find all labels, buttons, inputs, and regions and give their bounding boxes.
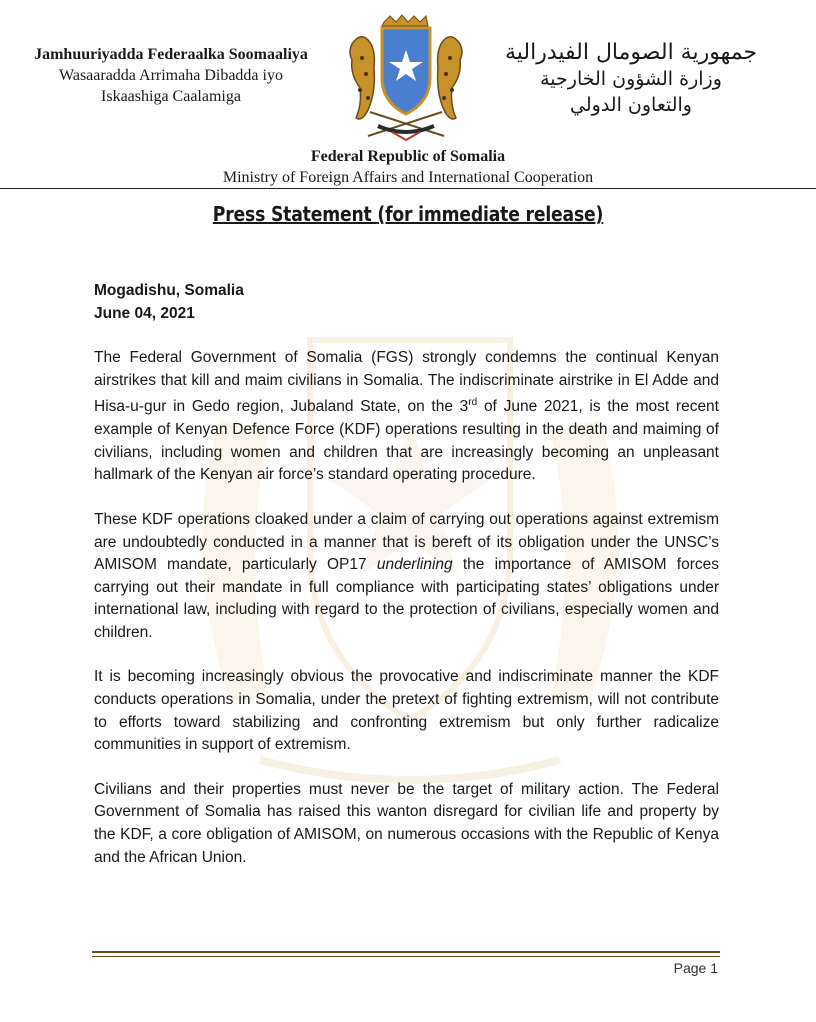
paragraph-1 [94,347,719,487]
header-right-line1: جمهورية الصومال الفيدرالية [504,40,758,65]
header-center-line2: Ministry of Foreign Affairs and International Cooperation [222,169,594,186]
header-right-block [466,40,796,118]
header-left-line2: Wasaaradda Arrimaha Dibadda iyo [59,67,283,84]
header-right-line2: وزارة الشؤون الخارجية [540,68,722,90]
paragraph-2-text-b: the importance of AMISOM forces carrying out their mandate in full compliance with participating states’ obligations under international law, including with regard to the protection of civilians, especially women and children. [94,556,719,641]
ordinal-superscript: rd [468,397,478,409]
document-title: Press Statement (for immediate release) [212,202,604,226]
header-center-line1: Federal Republic of Somalia [310,148,506,165]
document-body [94,280,719,891]
dateline [94,280,719,325]
header-divider [0,188,816,189]
paragraph-4: Civilians and their properties must never be the target of military action. The Federal Government of Somalia has raised this wanton disregard for civilian life and property by the KDF, a core obligation of AMISOM, on numerous occasions with the Republic of Kenya and the African Union. [94,780,719,866]
paragraph-2-emphasis: underlining [376,556,453,574]
paragraph-1-text-b: of June 2021, is the most recent example of Kenyan Defence Force (KDF) operations resulting in the death and maiming of civilians, including women and children that are increasingly becoming an unpleasant hallmark of the Kenyan air force’s standard operating procedure. [94,398,719,484]
page-number: Page 1 [673,960,718,976]
dateline-date: June 04, 2021 [94,304,195,322]
footer-divider-thin [92,956,720,957]
header-center-block [0,146,816,188]
footer-divider-thick [92,951,720,953]
header-right-line3: والتعاون الدولي [570,94,692,116]
header-left-line1: Jamhuuriyadda Federaalka Soomaaliya [34,46,308,63]
paragraph-3: It is becoming increasingly obvious the provocative and indiscriminate manner the KDF conducts operations in Somalia, under the pretext of fighting extremism, will not contribute to efforts toward stabilizing and confronting extremism but only further radicalize communities in support of extremism. [94,668,719,754]
somalia-coat-of-arms-icon [338,14,474,144]
paragraph-2-text-a: These KDF operations cloaked under a claim of carrying out operations against extremism are undoubtedly conducted in a manner that is bereft of its obligation under the UNSC’s AMISOM mandate, particularly OP17 [94,510,719,574]
header-left-block [10,44,332,107]
dateline-place: Mogadishu, Somalia [94,282,244,299]
paragraph-1-text-a: The Federal Government of Somalia (FGS) strongly condemns the continual Kenyan airstrikes that kill and maim civilians in Somalia. The indiscriminate airstrike in El Adde and Hisa-u-gur in Gedo region, Jubaland State, on the 3 [94,349,719,416]
header-left-line3: Iskaashiga Caalamiga [101,88,241,105]
paragraph-2 [94,509,719,645]
